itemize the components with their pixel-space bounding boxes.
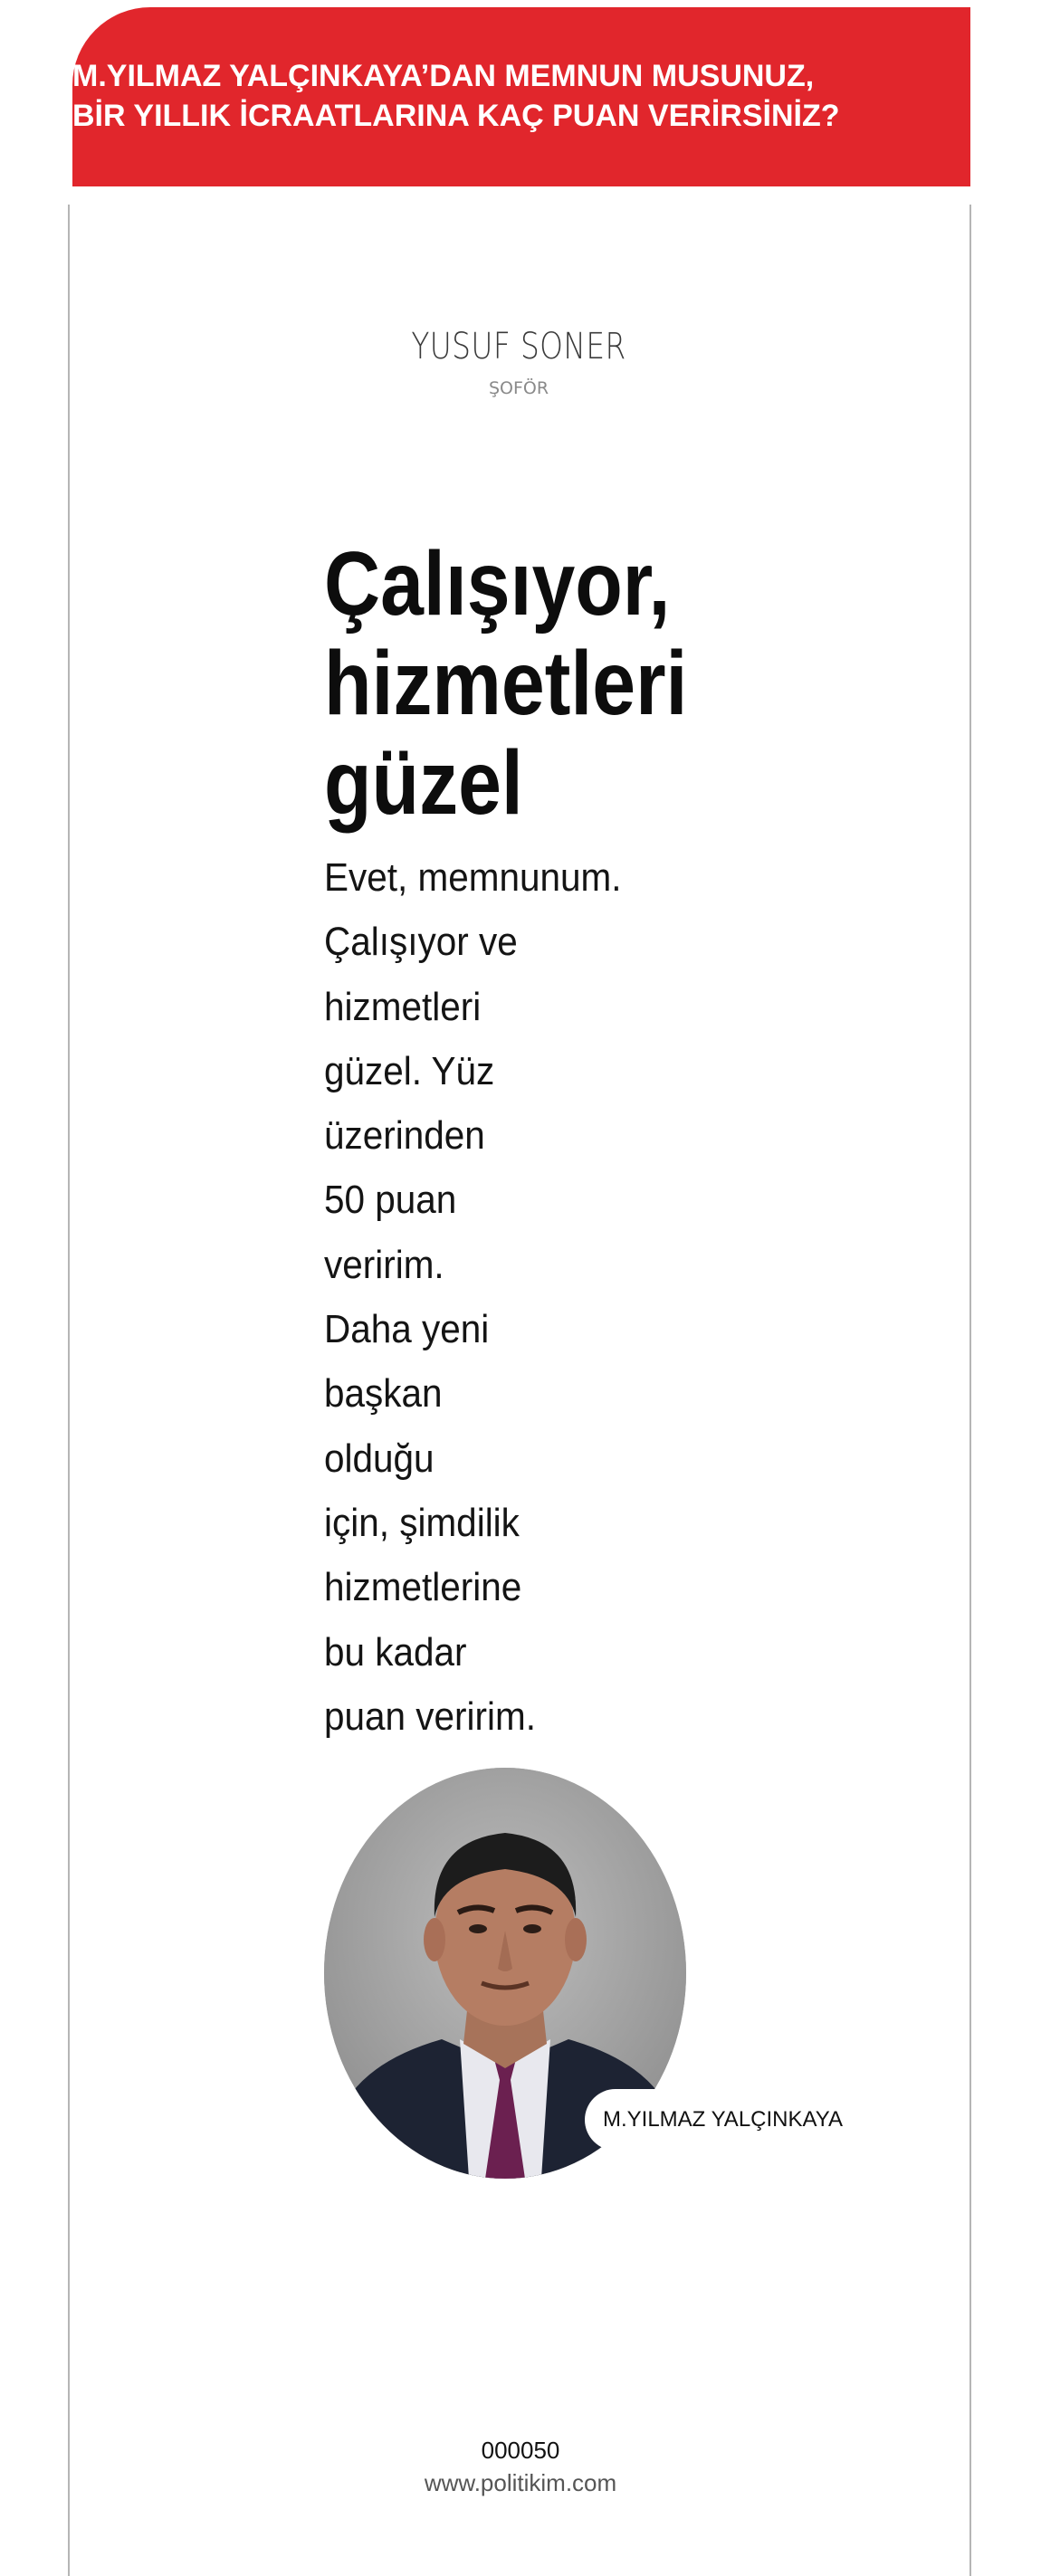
answer-line: Daha yeni <box>324 1307 490 1352</box>
answer-line: güzel. Yüz <box>324 1048 495 1093</box>
answer-line: için, şimdilik <box>324 1500 520 1545</box>
banner-question-line-1: M.YILMAZ YALÇINKAYA’DAN MEMNUN MUSUNUZ, <box>72 59 815 93</box>
answer-line: 50 puan <box>324 1178 457 1223</box>
author-role: ŞOFÖR <box>488 378 549 398</box>
answer-line: hizmetleri <box>324 984 482 1029</box>
answer-line: bu kadar <box>324 1629 467 1674</box>
photo-caption: M.YILMAZ YALÇINKAYA <box>585 2089 863 2151</box>
headline-line: hizmetleri <box>324 633 688 734</box>
footer-number: 000050 <box>481 2437 560 2464</box>
answer-line: olduğu <box>324 1436 435 1481</box>
answer-line: hizmetlerine <box>324 1565 522 1610</box>
answer-line: üzerinden <box>324 1113 485 1159</box>
answer-line: başkan <box>324 1371 443 1417</box>
answer-line: veririm. <box>324 1242 444 1287</box>
answer-text <box>324 845 621 1749</box>
banner-question-line-2: BİR YILLIK İCRAATLARINA KAÇ PUAN VERİRSİNİZ? <box>72 99 840 133</box>
answer-line: Evet, memnunum. <box>324 855 622 900</box>
answer-line: Çalışıyor ve <box>324 920 518 965</box>
author-name: YUSUF SONER <box>411 326 626 367</box>
headline <box>324 534 687 833</box>
headline-line: güzel <box>324 732 523 834</box>
headline-line: Çalışıyor, <box>324 533 671 634</box>
footer-url[interactable]: www.politikim.com <box>424 2469 617 2496</box>
answer-line: puan veririm. <box>324 1693 536 1739</box>
question-banner <box>72 7 970 186</box>
